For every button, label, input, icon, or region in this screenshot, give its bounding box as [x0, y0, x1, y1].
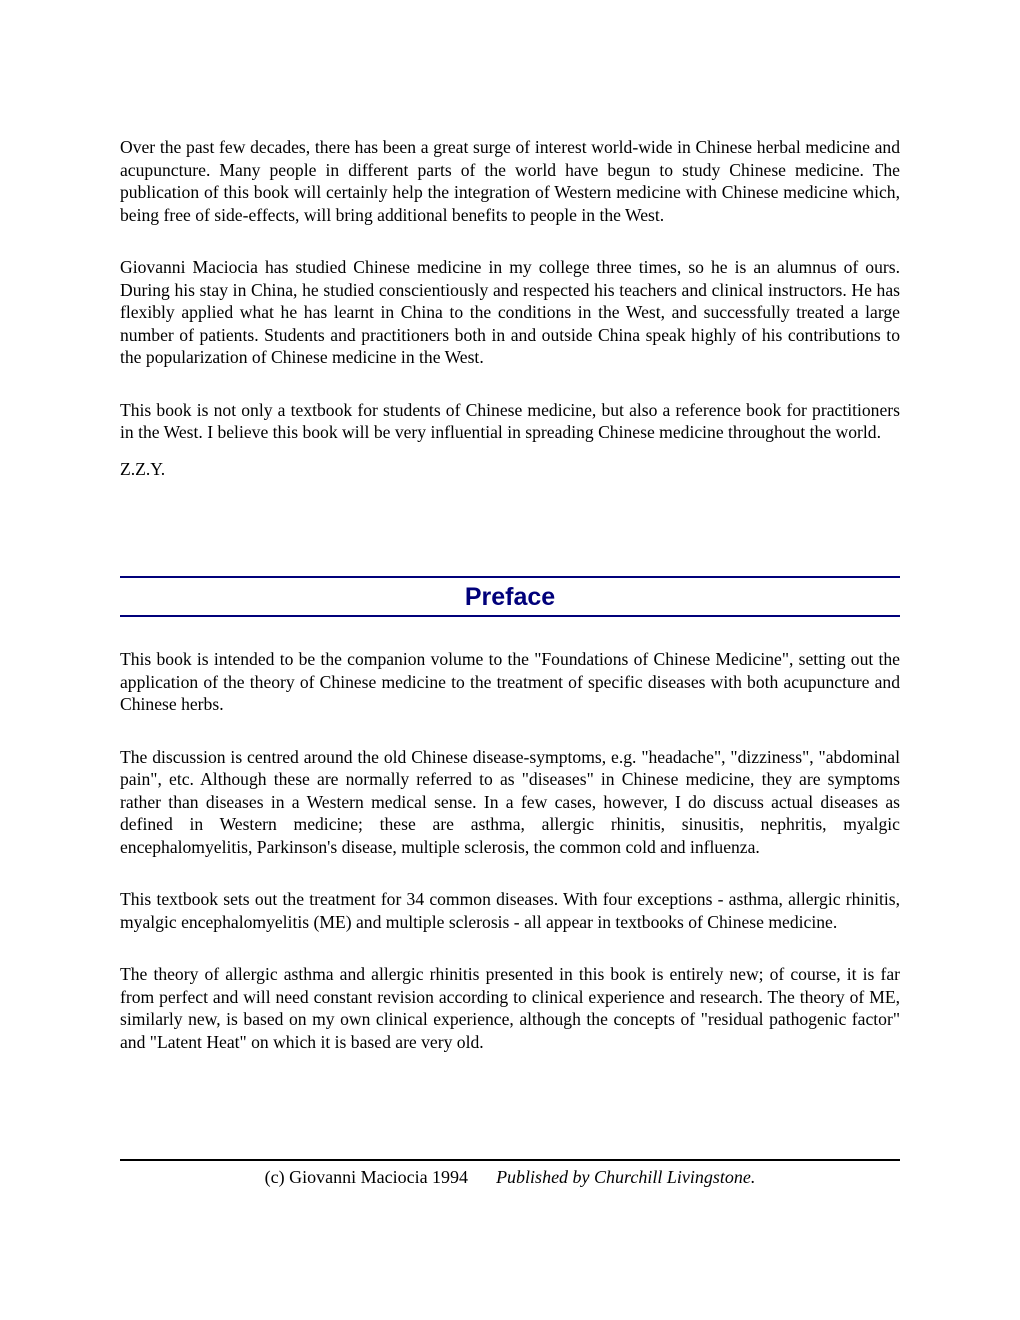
footer-publisher: Published by Churchill Livingstone. [496, 1167, 756, 1187]
preface-paragraph-3: This textbook sets out the treatment for 34 common diseases. With four exceptions - asthma, allergic rhinitis, myalgic encephalomyelitis (ME) and multiple sclerosis - all appear in textbooks of Chinese medicine. [120, 889, 900, 932]
preface-section [120, 648, 900, 1083]
foreword-signature: Z.Z.Y. [120, 458, 166, 479]
preface-bottom-rule [120, 615, 900, 617]
foreword-paragraph-1: Over the past few decades, there has been a great surge of interest world-wide in Chinese herbal medicine and acupuncture. Many people in different parts of the world have begun to study Chinese medicine. The publication of this book will certainly help the integration of Western medicine with Chinese medicine which, being free of side-effects, will bring additional benefits to people in the West. [120, 137, 900, 225]
preface-top-rule [120, 576, 900, 578]
footer-copyright: (c) Giovanni Maciocia 1994 [264, 1167, 469, 1187]
preface-title: Preface [464, 583, 556, 611]
preface-paragraph-1: This book is intended to be the companion volume to the "Foundations of Chinese Medicine", setting out the application of the theory of Chinese medicine to the treatment of specific diseases with both acupuncture and Chinese herbs. [120, 649, 900, 714]
foreword-paragraph-2: Giovanni Maciocia has studied Chinese medicine in my college three times, so he is an alumnus of ours. During his stay in China, he studied conscientiously and respected his teachers and clinical instructors. He has flexibly applied what he has learnt in China to the conditions in the West, and successfully treated a large number of patients. Students and practitioners both in and outside China speak highly of his contributions to the popularization of Chinese medicine in the West. [120, 257, 900, 367]
foreword-section [120, 136, 900, 480]
page-footer [120, 1165, 900, 1189]
footer-rule [120, 1159, 900, 1161]
foreword-paragraph-3: This book is not only a textbook for students of Chinese medicine, but also a reference book for practitioners in the West. I believe this book will be very influential in spreading Chinese medicine throughout the world. [120, 399, 900, 442]
preface-paragraph-4: The theory of allergic asthma and allergic rhinitis presented in this book is entirely new; of course, it is far from perfect and will need constant revision according to clinical experience and research. The theory of ME, similarly new, is based on my own clinical experience, although the concepts of "residual pathogenic factor" and "Latent Heat" on which it is based are very old. [120, 964, 900, 1052]
preface-paragraph-2: The discussion is centred around the old Chinese disease-symptoms, e.g. "headache", "dizziness", "abdominal pain", etc. Although these are normally referred to as "diseases" in Chinese medicine, they are symptoms rather than diseases in a Western medical sense. In a few cases, however, I do discuss actual diseases as defined in Western medicine; these are asthma, allergic rhinitis, sinusitis, nephritis, myalgic encephalomyelitis, Parkinson's disease, multiple sclerosis, the common cold and influenza. [120, 746, 900, 857]
